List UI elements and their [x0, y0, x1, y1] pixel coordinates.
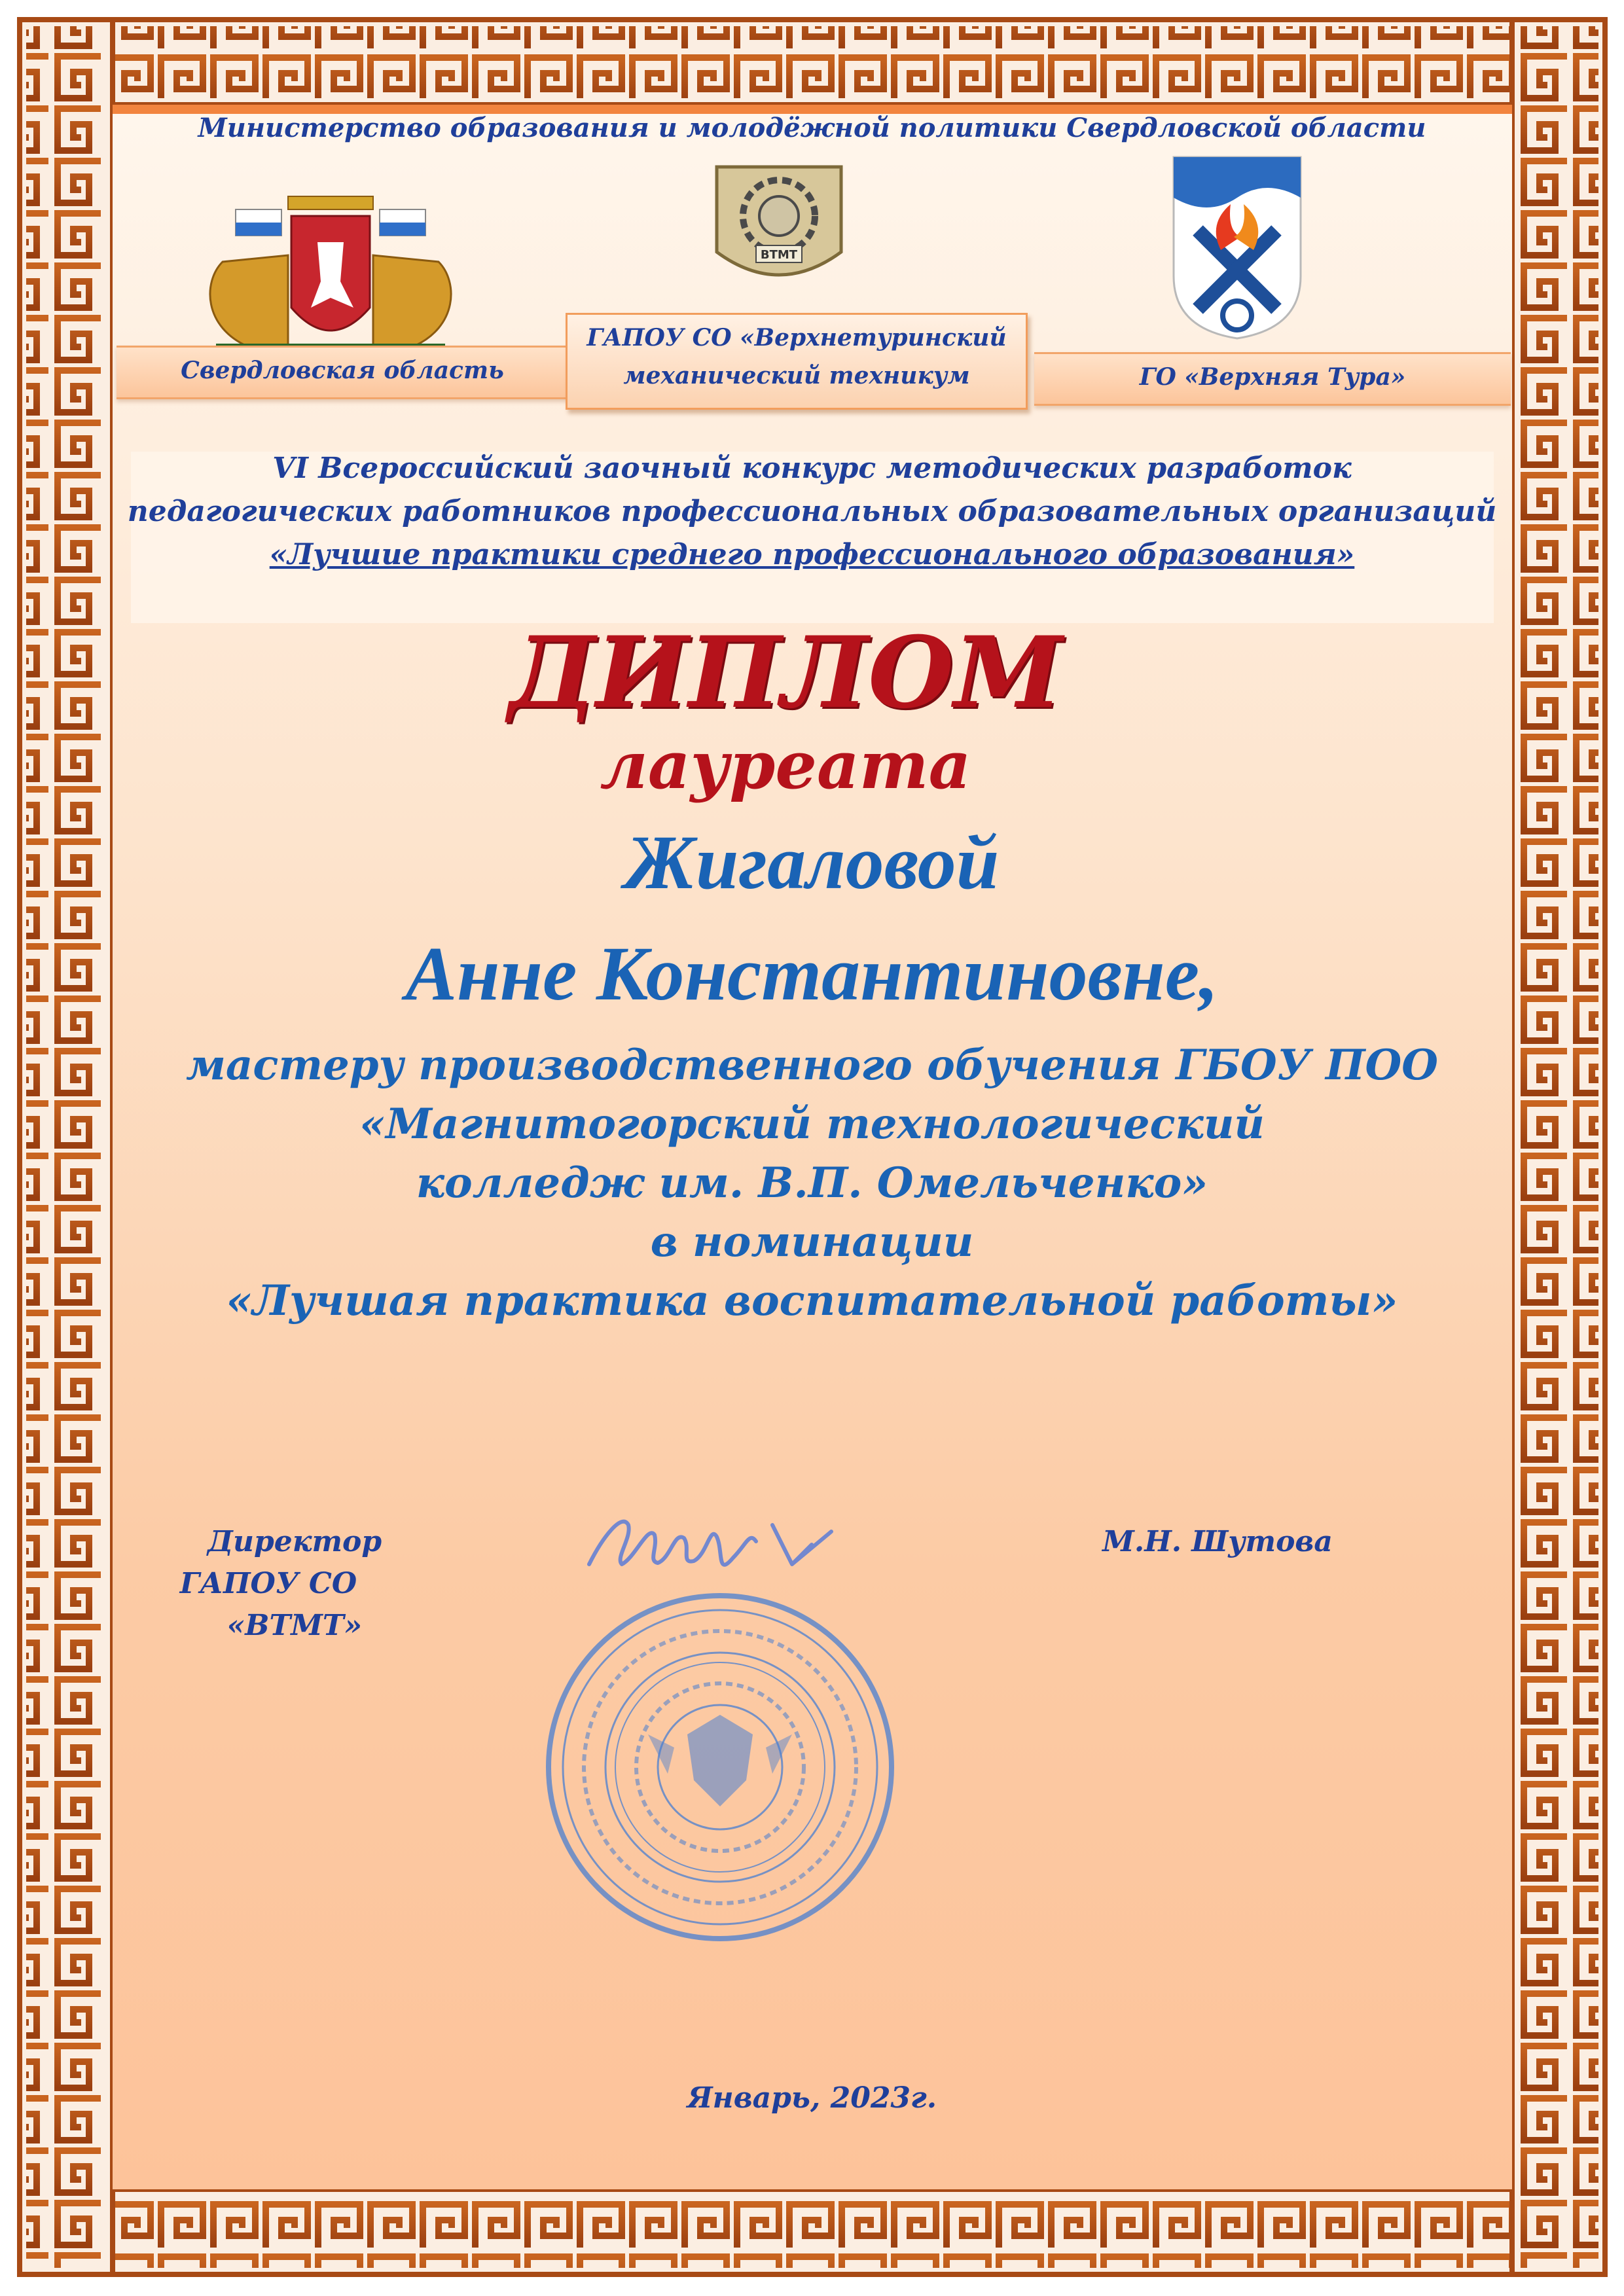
- director-role-line2: ГАПОУ СО: [179, 1567, 357, 1600]
- director-role-line1: Директор: [207, 1525, 382, 1558]
- handwritten-signature-icon: [576, 1486, 851, 1597]
- left-ribbon: [117, 346, 568, 399]
- institution-label-line2: механический техникум: [623, 362, 970, 389]
- nomination-title: «Лучшая практика воспитательной работы»: [226, 1276, 1398, 1325]
- recipient-position-line3: колледж им. В.П. Омельченко»: [416, 1158, 1208, 1208]
- official-stamp-icon: [537, 1584, 903, 1950]
- contest-line3: «Лучшие практики среднего профессионального образования»: [269, 538, 1355, 571]
- ministry-header: Министерство образования и молодёжной политики Свердловской области: [198, 113, 1426, 143]
- recipient-position-line1: мастеру производственного обучения ГБОУ ПОО: [186, 1041, 1438, 1090]
- diploma-date: Январь, 2023г.: [687, 2081, 937, 2115]
- institution-label-line1: ГАПОУ СО «Верхнетуринский: [586, 324, 1007, 351]
- diploma-subtitle: лауреата: [600, 726, 971, 804]
- contest-line1: VI Всероссийский заочный конкурс методических разработок: [272, 452, 1352, 485]
- recipient-position-line2: «Магнитогорский технологический: [359, 1100, 1265, 1149]
- recipient-name: Анне Константиновне,: [405, 931, 1219, 1016]
- signer-name: М.Н. Шутова: [1102, 1525, 1333, 1558]
- vtmt-logo-icon: [710, 160, 848, 291]
- verkhnyaya-tura-label: ГО «Верхняя Тура»: [1139, 363, 1406, 391]
- verkhnyaya-tura-coat-of-arms-icon: [1168, 152, 1306, 342]
- director-role-line3: «ВТМТ»: [226, 1609, 363, 1642]
- sverdlovsk-coat-of-arms-icon: [177, 183, 484, 360]
- right-ribbon: [1034, 352, 1511, 406]
- recipient-surname: Жигаловой: [624, 819, 1000, 905]
- contest-line2: педагогических работников профессиональных образовательных организаций: [127, 495, 1497, 528]
- svg-text:ВТМТ: ВТМТ: [760, 248, 798, 262]
- nomination-intro: в номинации: [650, 1217, 974, 1266]
- diploma-title: ДИПЛОМ: [508, 615, 1063, 730]
- sverdlovsk-region-label: Свердловская область: [181, 357, 504, 384]
- center-institution-box: [566, 313, 1028, 410]
